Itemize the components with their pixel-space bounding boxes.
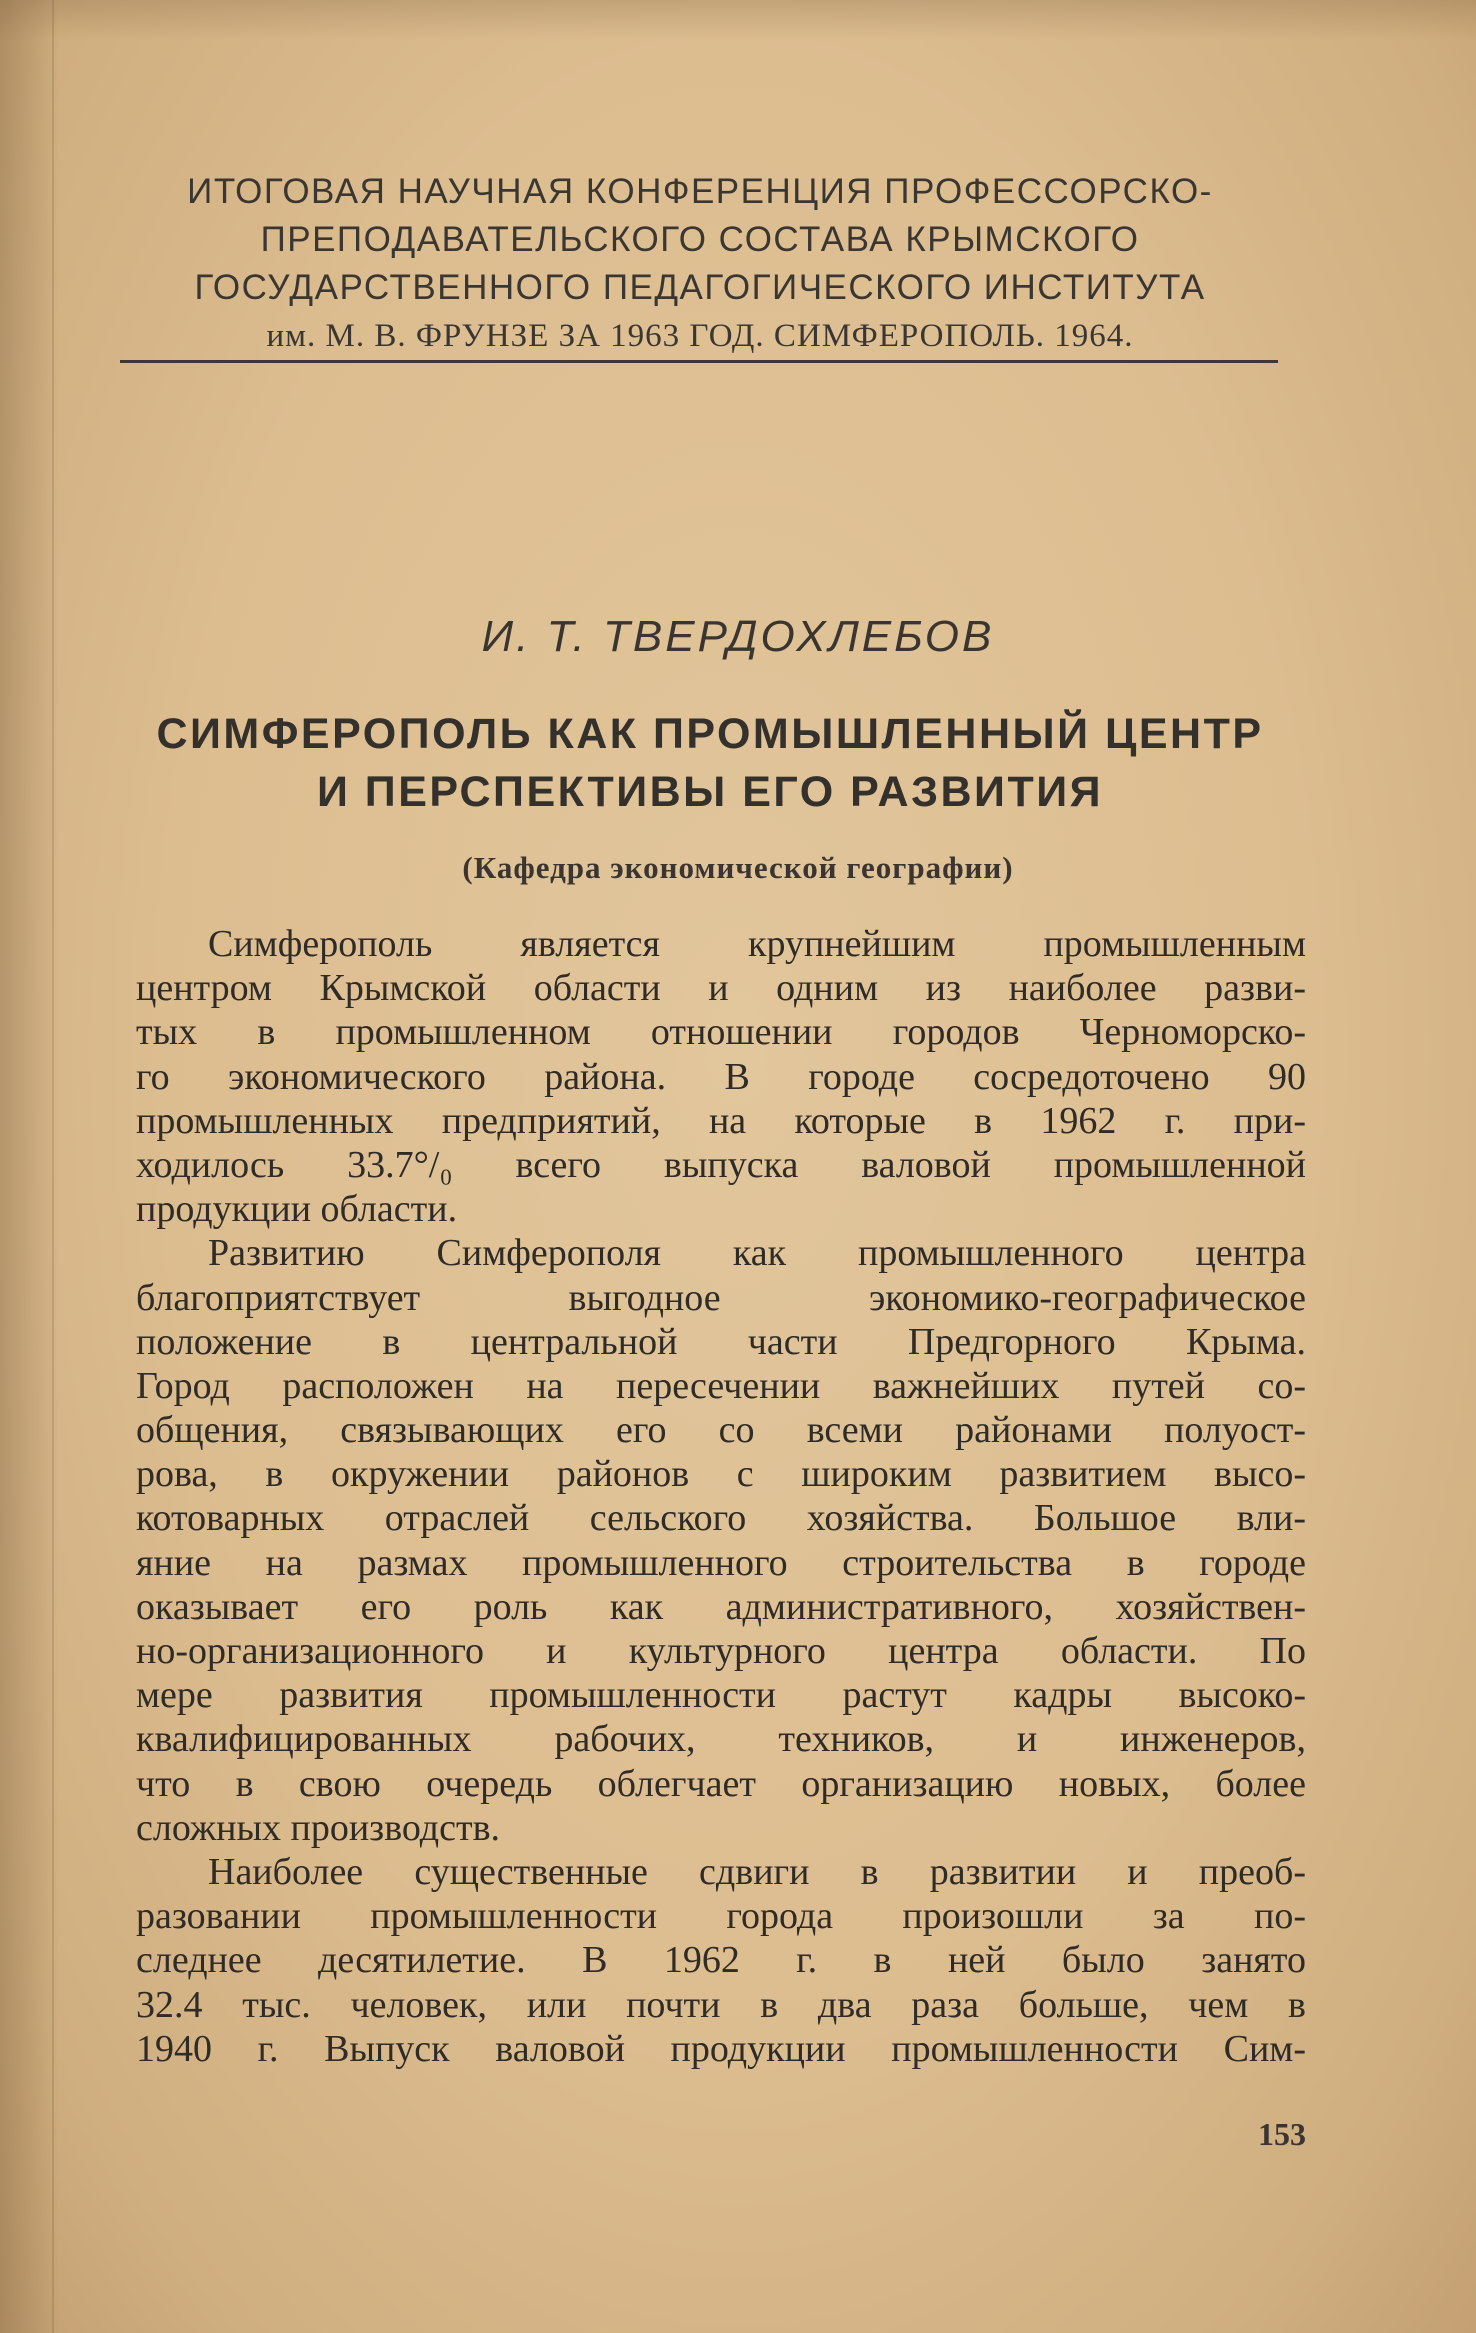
body-line: общения, связывающих его со всеми районами полуост-	[136, 1409, 1306, 1452]
body-line: что в свою очередь облегчает организацию новых, более	[136, 1762, 1306, 1805]
conference-header	[120, 168, 1280, 360]
body-line: рова, в окружении районов с широким развитием высо-	[136, 1453, 1306, 1496]
department-subtitle: (Кафедра экономической географии)	[462, 850, 1014, 885]
body-line: оказывает его роль как административного, хозяйствен-	[136, 1585, 1306, 1628]
header-line: ГОСУДАРСТВЕННОГО ПЕДАГОГИЧЕСКОГО ИНСТИТУТА	[194, 268, 1206, 307]
title-line: И ПЕРСПЕКТИВЫ ЕГО РАЗВИТИЯ	[316, 768, 1104, 816]
body-line: Город расположен на пересечении важнейших путей со-	[136, 1364, 1306, 1407]
article-body	[136, 922, 1306, 2071]
body-line: мере развития промышленности растут кадры высоко-	[136, 1674, 1306, 1717]
body-line: квалифицированных рабочих, техников, и инженеров,	[136, 1718, 1306, 1761]
body-line: яние на размах промышленного строительства в городе	[136, 1541, 1306, 1584]
header-divider	[120, 360, 1278, 363]
body-line: 1940 г. Выпуск валовой продукции промышленности Сим-	[136, 2027, 1306, 2070]
header-line: им. М. В. ФРУНЗЕ ЗА 1963 ГОД. СИМФЕРОПОЛЬ. 1964.	[266, 318, 1134, 354]
body-line: Симферополь является крупнейшим промышленным	[208, 923, 1306, 965]
body-line: Развитию Симферополя как промышленного центра	[208, 1232, 1306, 1275]
author-name: И. Т. ТВЕРДОХЛЕБОВ	[481, 612, 995, 661]
body-line: котоварных отраслей сельского хозяйства. Большое вли-	[136, 1497, 1306, 1540]
body-line: следнее десятилетие. В 1962 г. в ней было занято	[136, 1939, 1306, 1982]
page-number: 153	[1258, 2116, 1306, 2152]
title-line: СИМФЕРОПОЛЬ КАК ПРОМЫШЛЕННЫЙ ЦЕНТР	[156, 710, 1264, 758]
body-line: Наиболее существенные сдвиги в развитии и преоб-	[208, 1850, 1306, 1893]
paper-edge-shadow-top	[0, 0, 1476, 40]
body-line: но-организационного и культурного центра области. По	[136, 1630, 1306, 1672]
header-line: ПРЕПОДАВАТЕЛЬСКОГО СОСТАВА КРЫМСКОГО	[260, 220, 1140, 259]
body-line: 32.4 тыс. человек, или почти в два раза больше, чем в	[136, 1983, 1306, 2026]
body-line: ходилось 33.7°/₀ всего выпуска валовой промышленной	[136, 1143, 1306, 1186]
paper-fold-line	[52, 0, 54, 2333]
body-line: сложных производств.	[136, 1806, 501, 1849]
paper-edge-shadow-left	[0, 0, 60, 2333]
header-line: ИТОГОВАЯ НАУЧНАЯ КОНФЕРЕНЦИЯ ПРОФЕССОРСКО-	[187, 172, 1213, 211]
body-line: положение в центральной части Предгорного Крыма.	[136, 1320, 1306, 1363]
article-title	[110, 705, 1310, 821]
body-line: промышленных предприятий, на которые в 1962 г. при-	[136, 1099, 1306, 1142]
body-line: го экономического района. В городе сосредоточено 90	[136, 1055, 1306, 1098]
body-line: разовании промышленности города произошли за по-	[136, 1895, 1306, 1938]
body-line: центром Крымской области и одним из наиболее разви-	[136, 967, 1306, 1010]
body-line: благоприятствует выгодное экономико-географическое	[136, 1276, 1306, 1319]
body-line: тых в промышленном отношении городов Черноморско-	[136, 1011, 1306, 1054]
body-line: продукции области.	[136, 1188, 458, 1231]
